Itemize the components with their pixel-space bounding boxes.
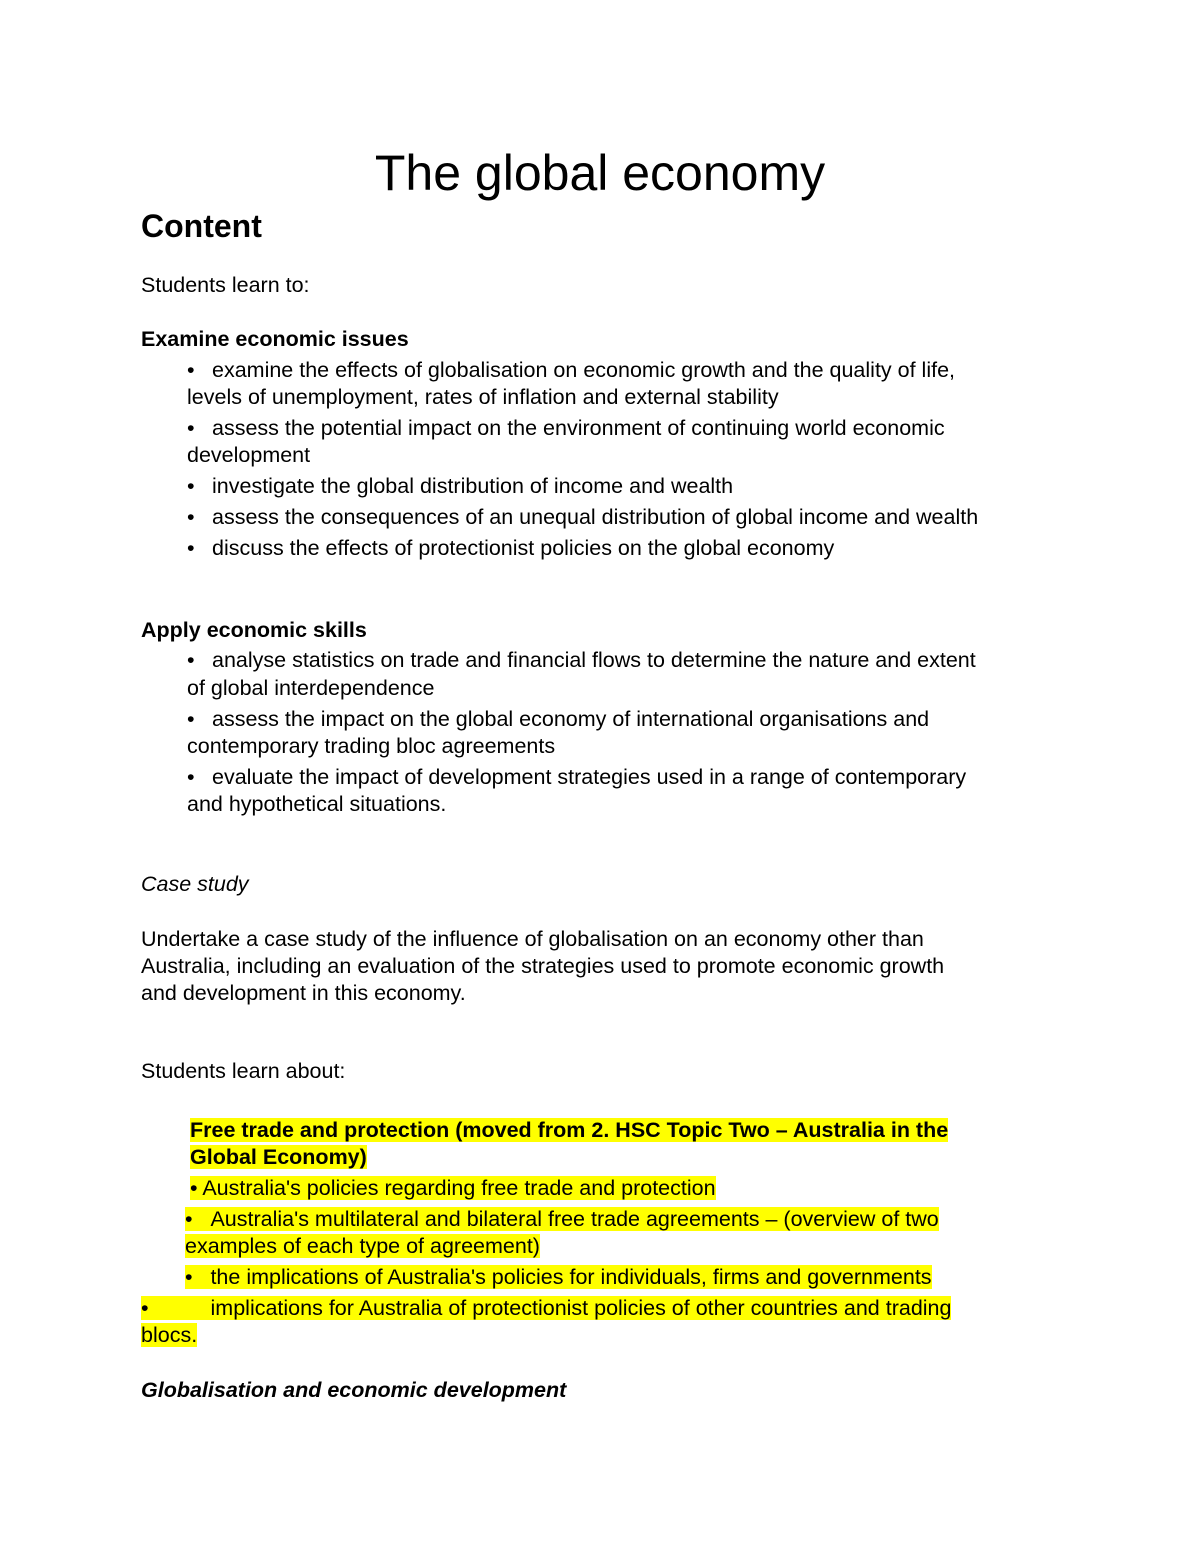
free-trade-heading-continuation — [190, 1144, 367, 1171]
students-learn-to-label: Students learn to: — [141, 273, 310, 297]
list-item-text: evaluate the impact of development strategies used in a range of contemporary — [212, 765, 967, 789]
list-item-continuation: contemporary trading bloc agreements — [187, 734, 556, 758]
content-heading: Content — [141, 208, 262, 244]
list-item-continuation: levels of unemployment, rates of inflation and external stability — [187, 385, 779, 409]
list-item-text: investigate the global distribution of income and wealth — [212, 474, 734, 498]
highlighted-text — [185, 1265, 932, 1289]
highlighted-text: Global Economy) — [190, 1145, 367, 1169]
list-item — [185, 1206, 939, 1233]
bullet-icon: • — [185, 1207, 193, 1231]
list-item-continuation: development — [187, 443, 311, 467]
bullet-icon: • — [187, 707, 195, 731]
list-item-continuation — [185, 1233, 540, 1260]
highlighted-text — [190, 1176, 716, 1200]
section-heading-examine: Examine economic issues — [141, 327, 409, 351]
list-item — [187, 706, 929, 733]
bullet-icon: • — [185, 1265, 193, 1289]
list-item-text: Australia's policies regarding free trade and protection — [202, 1176, 716, 1200]
list-item — [187, 415, 945, 442]
paragraph-line: and development in this economy. — [141, 981, 466, 1005]
list-item — [187, 473, 733, 500]
list-item-text: discuss the effects of protectionist policies on the global economy — [212, 536, 835, 560]
bullet-icon: • — [190, 1176, 198, 1200]
case-study-label: Case study — [141, 872, 249, 896]
list-item — [141, 1295, 951, 1322]
list-item — [187, 535, 834, 562]
section-heading-apply: Apply economic skills — [141, 618, 367, 642]
free-trade-heading — [190, 1117, 948, 1144]
list-item-continuation: and hypothetical situations. — [187, 792, 447, 816]
list-item-text: the implications of Australia's policies for individuals, firms and governments — [210, 1265, 932, 1289]
bullet-icon: • — [187, 536, 195, 560]
list-item-text: assess the impact on the global economy of international organisations and — [212, 707, 930, 731]
list-item-continuation — [141, 1322, 197, 1349]
list-item-text: examine the effects of globalisation on economic growth and the quality of life, — [212, 358, 955, 382]
bullet-icon: • — [187, 505, 195, 529]
bullet-icon: • — [187, 474, 195, 498]
list-item — [190, 1175, 716, 1202]
list-item-text: assess the potential impact on the environment of continuing world economic — [212, 416, 945, 440]
list-item-text: analyse statistics on trade and financial flows to determine the nature and extent — [212, 648, 976, 672]
highlighted-text: blocs. — [141, 1323, 198, 1347]
paragraph-line: Australia, including an evaluation of the strategies used to promote economic growth — [141, 954, 945, 978]
bullet-icon: • — [187, 416, 195, 440]
list-item — [187, 357, 955, 384]
list-item-text: assess the consequences of an unequal distribution of global income and wealth — [212, 505, 979, 529]
list-item-continuation: of global interdependence — [187, 676, 435, 700]
bullet-icon: • — [187, 765, 195, 789]
list-item — [187, 647, 976, 674]
page-title: The global economy — [374, 145, 826, 201]
list-item — [187, 764, 966, 791]
section-heading-globalisation: Globalisation and economic development — [141, 1378, 567, 1402]
highlighted-text: examples of each type of agreement) — [185, 1234, 540, 1258]
list-item — [185, 1264, 932, 1291]
list-item — [187, 504, 978, 531]
list-item-text: Australia's multilateral and bilateral free trade agreements – (overview of two — [210, 1207, 939, 1231]
bullet-icon: • — [187, 648, 195, 672]
highlighted-text — [185, 1207, 939, 1231]
list-item-text: implications for Australia of protectionist policies of other countries and trading — [210, 1296, 952, 1320]
highlighted-text — [141, 1296, 951, 1320]
paragraph-line: Undertake a case study of the influence of globalisation on an economy other than — [141, 927, 924, 951]
bullet-icon: • — [141, 1296, 149, 1320]
highlighted-text: Free trade and protection (moved from 2. HSC Topic Two – Australia in the — [190, 1118, 949, 1142]
bullet-icon: • — [187, 358, 195, 382]
students-learn-about-label: Students learn about: — [141, 1059, 346, 1083]
